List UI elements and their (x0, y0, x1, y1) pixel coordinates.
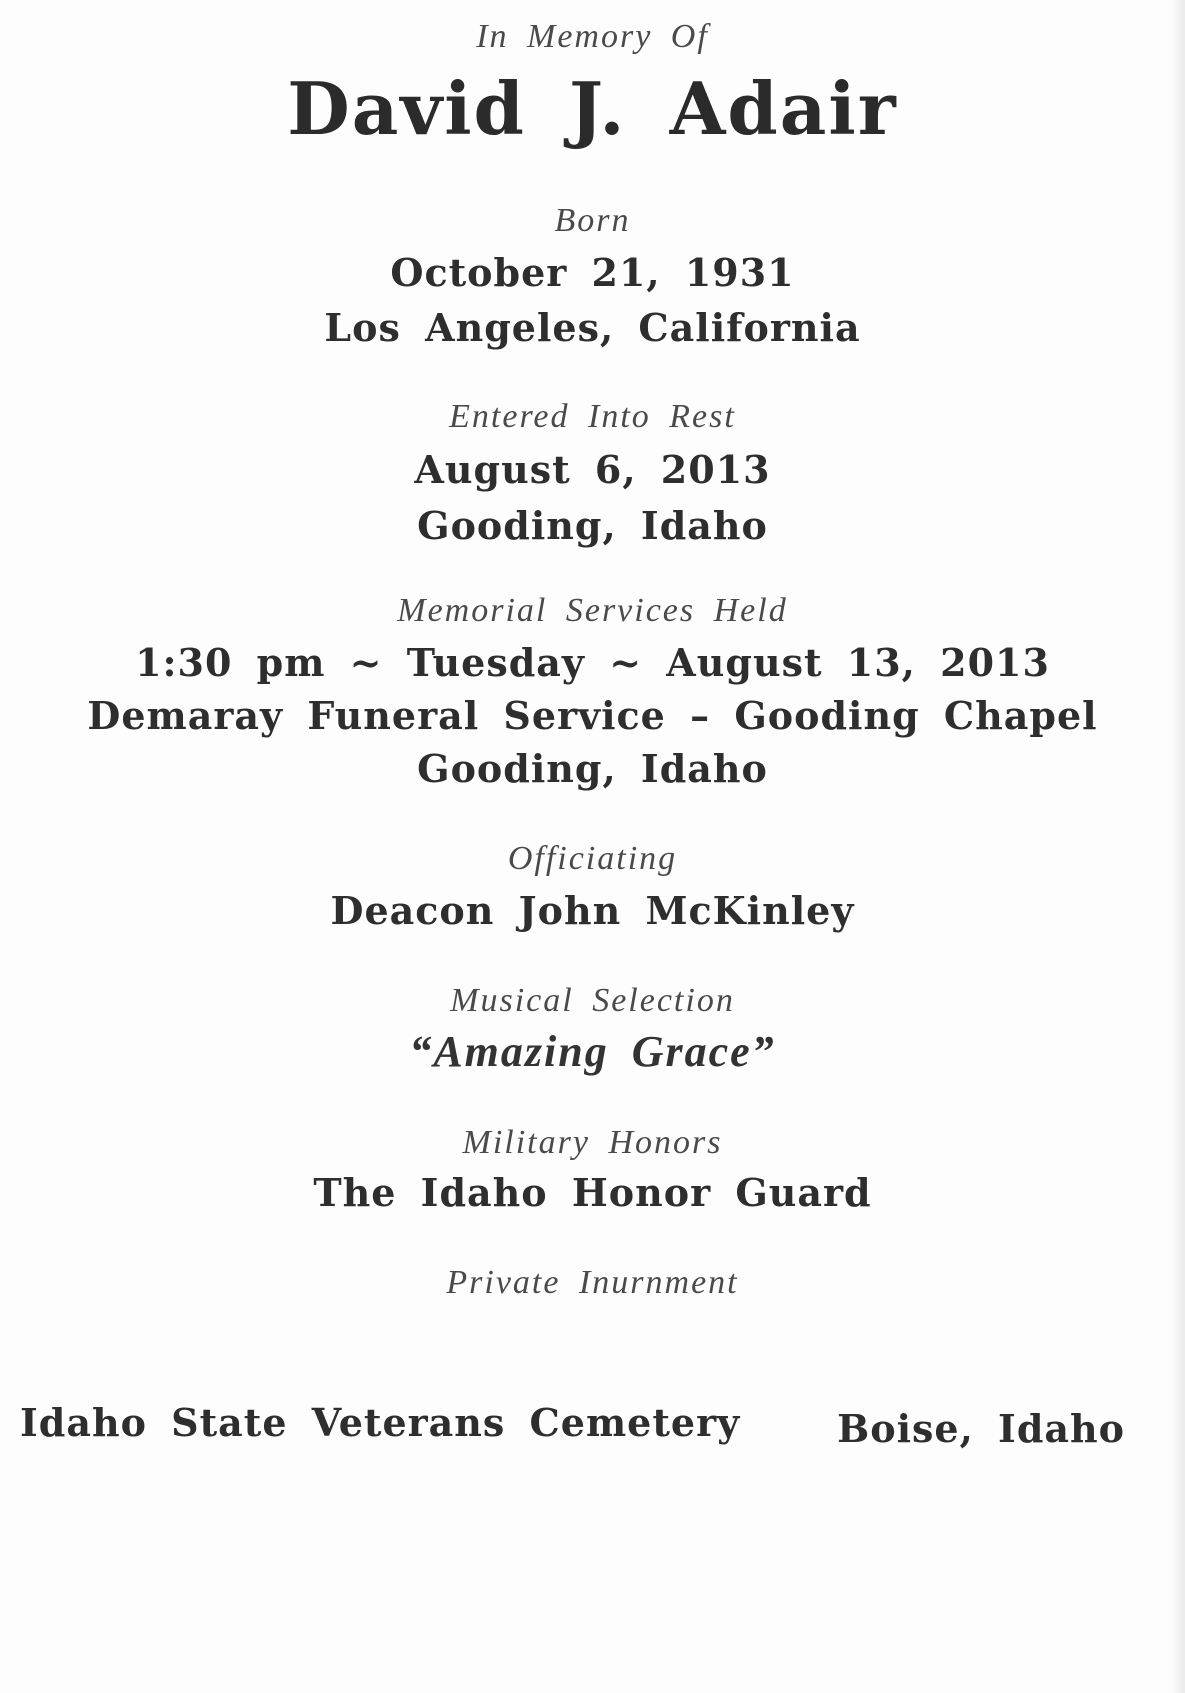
heading-in-memory-of: In Memory Of (476, 18, 709, 55)
music-song-title: “Amazing Grace” (409, 1027, 776, 1076)
services-datetime: 1:30 pm ~ Tuesday ~ August 13, 2013 (135, 640, 1050, 685)
inurnment-city: Boise, Idaho (837, 1406, 1125, 1451)
rest-label: Entered Into Rest (449, 398, 736, 435)
deceased-name: David J. Adair (287, 66, 898, 151)
rest-date: August 6, 2013 (414, 447, 771, 492)
military-honor-guard: The Idaho Honor Guard (313, 1170, 872, 1215)
officiating-person: Deacon John McKinley (330, 888, 855, 933)
services-venue: Demaray Funeral Service – Gooding Chapel (87, 693, 1098, 738)
services-place: Gooding, Idaho (417, 746, 768, 791)
music-label: Musical Selection (450, 982, 735, 1019)
born-date: October 21, 1931 (390, 250, 795, 295)
born-place: Los Angeles, California (324, 305, 861, 350)
rest-place: Gooding, Idaho (417, 503, 768, 548)
officiating-label: Officiating (507, 840, 678, 877)
inurnment-label: Private Inurnment (446, 1264, 739, 1301)
services-label: Memorial Services Held (397, 592, 788, 629)
military-label: Military Honors (462, 1124, 723, 1161)
inurnment-row (0, 1400, 1185, 1450)
born-label: Born (554, 202, 631, 239)
inurnment-cemetery: Idaho State Veterans Cemetery (20, 1400, 741, 1445)
